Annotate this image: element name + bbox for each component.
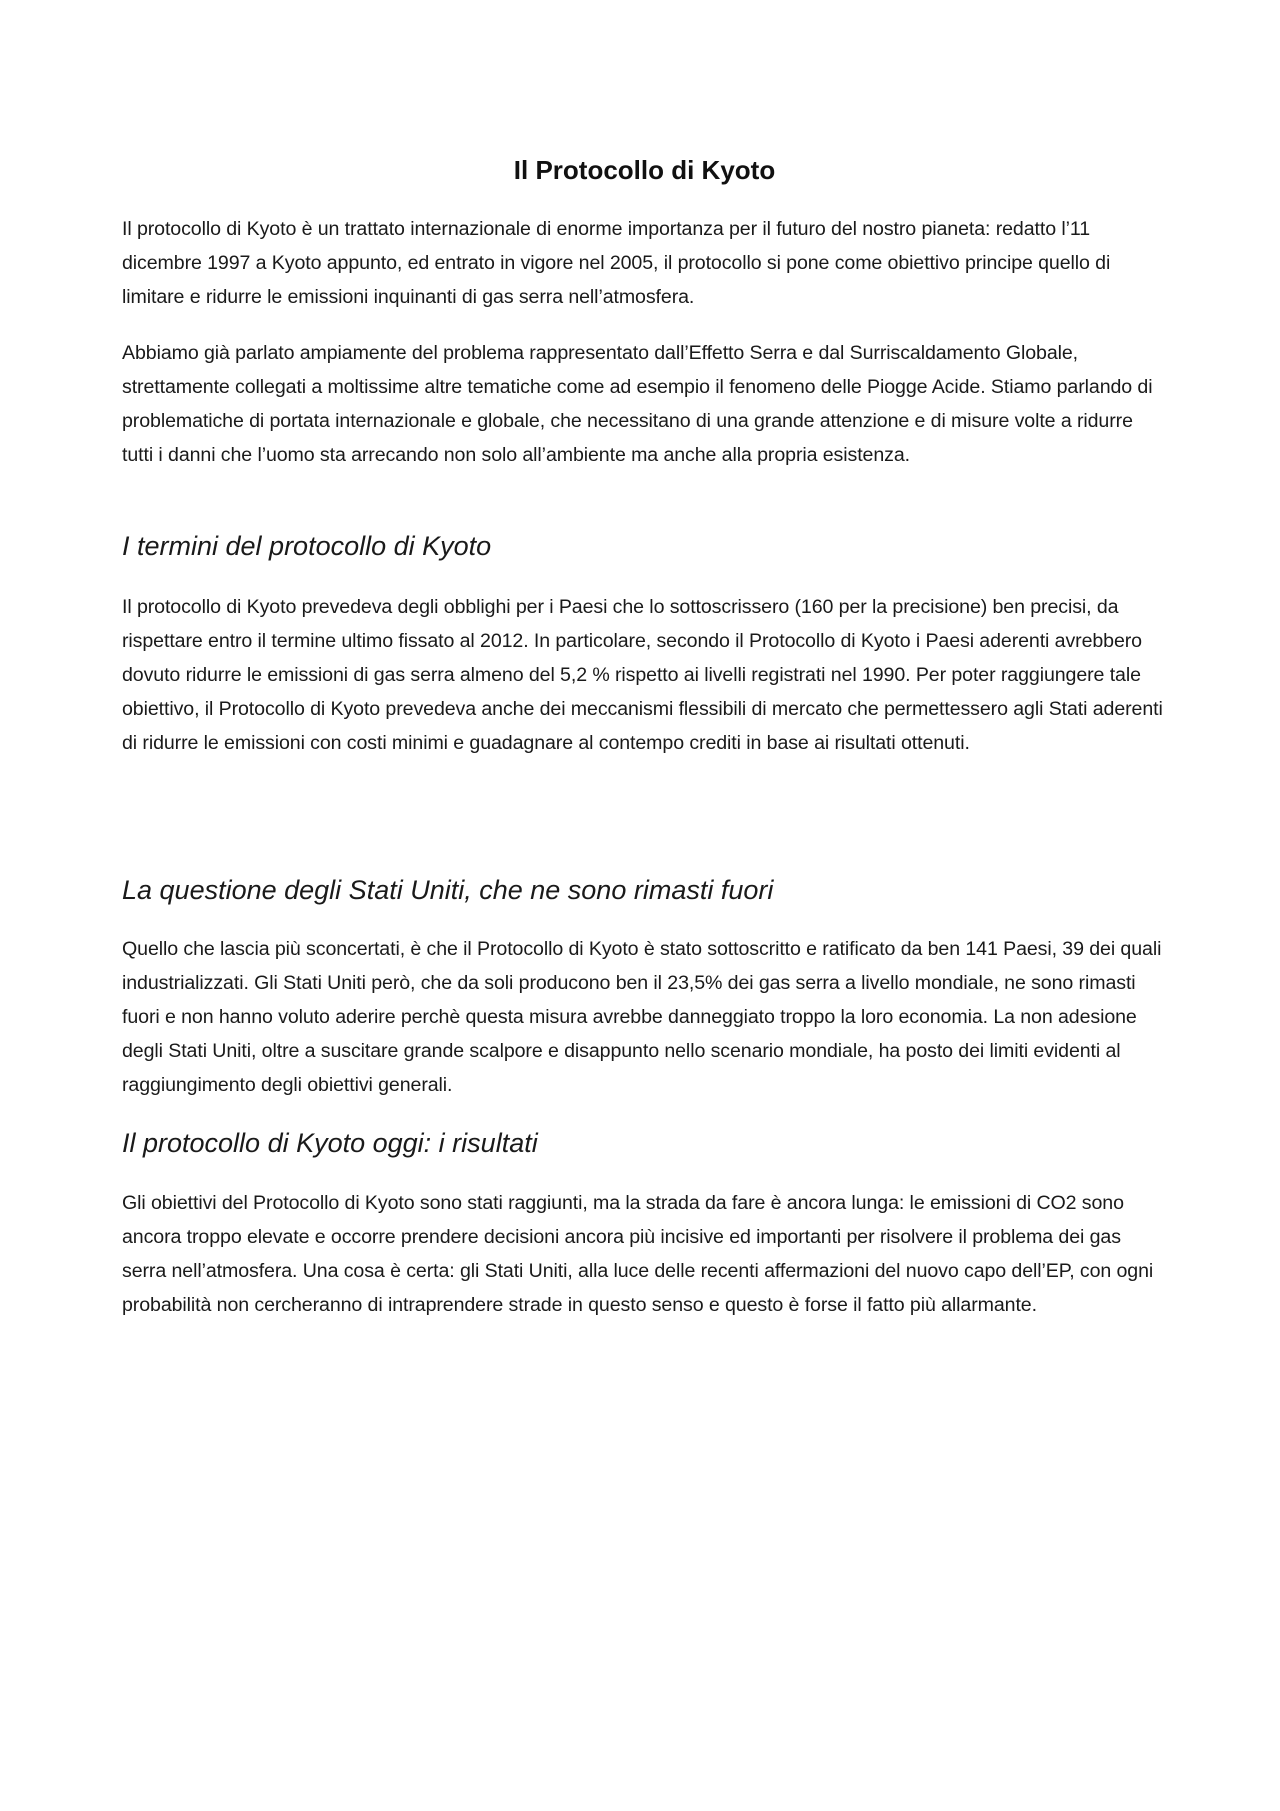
section-heading-united-states: La questione degli Stati Uniti, che ne sono rimasti fuori (122, 875, 774, 905)
section-heading-terms: I termini del protocollo di Kyoto (122, 531, 492, 561)
intro-paragraph: Il protocollo di Kyoto è un trattato internazionale di enorme importanza per il futuro del nostro pianeta: redatto l’11 dicembre 1997 a Kyoto appunto, ed entrato in vigore nel 2005, il protocollo si pone come obiettivo principe quello di limitare e ridurre le emissioni inquinanti di gas serra nell’atmosfera. (122, 218, 1111, 308)
context-paragraph: Abbiamo già parlato ampiamente del problema rappresentato dall’Effetto Serra e dal Surriscaldamento Globale, strettamente collegati a moltissime altre tematiche come ad esempio il fenomeno delle Piogge Acide. Stiamo parlando di problematiche di portata internazionale e globale, che necessitano di una grande attenzione e di misure volte a ridurre tutti i danni che l’uomo sta arrecando non solo all’ambiente ma anche alla propria esistenza. (122, 342, 1153, 466)
document-title: Il Protocollo di Kyoto (513, 155, 776, 185)
section-heading-results: Il protocollo di Kyoto oggi: i risultati (122, 1128, 538, 1158)
section-paragraph-results: Gli obiettivi del Protocollo di Kyoto sono stati raggiunti, ma la strada da fare è ancora lunga: le emissioni di CO2 sono ancora troppo elevate e occorre prendere decisioni ancora più incisive ed importanti per risolvere il problema dei gas serra nell’atmosfera. Una cosa è certa: gli Stati Uniti, alla luce delle recenti affermazioni del nuovo capo dell’EP, con ogni probabilità non cercheranno di intraprendere strade in questo senso e questo è forse il fatto più allarmante. (122, 1192, 1154, 1316)
section-paragraph-terms: Il protocollo di Kyoto prevedeva degli obblighi per i Paesi che lo sottoscrissero (160 per la precisione) ben precisi, da rispettare entro il termine ultimo fissato al 2012. In particolare, secondo il Protocollo di Kyoto i Paesi aderenti avrebbero dovuto ridurre le emissioni di gas serra almeno del 5,2 % rispetto ai livelli registrati nel 1990. Per poter raggiungere tale obiettivo, il Protocollo di Kyoto prevedeva anche dei meccanismi flessibili di mercato che permettessero agli Stati aderenti di ridurre le emissioni con costi minimi e guadagnare al contempo crediti in base ai risultati ottenuti. (122, 596, 1163, 754)
section-paragraph-united-states: Quello che lascia più sconcertati, è che il Protocollo di Kyoto è stato sottoscritto e ratificato da ben 141 Paesi, 39 dei quali industrializzati. Gli Stati Uniti però, che da soli producono ben il 23,5% dei gas serra a livello mondiale, ne sono rimasti fuori e non hanno voluto aderire perchè questa misura avrebbe danneggiato troppo la loro economia. La non adesione degli Stati Uniti, oltre a suscitare grande scalpore e disappunto nello scenario mondiale, ha posto dei limiti evidenti al raggiungimento degli obiettivi generali. (122, 938, 1162, 1096)
